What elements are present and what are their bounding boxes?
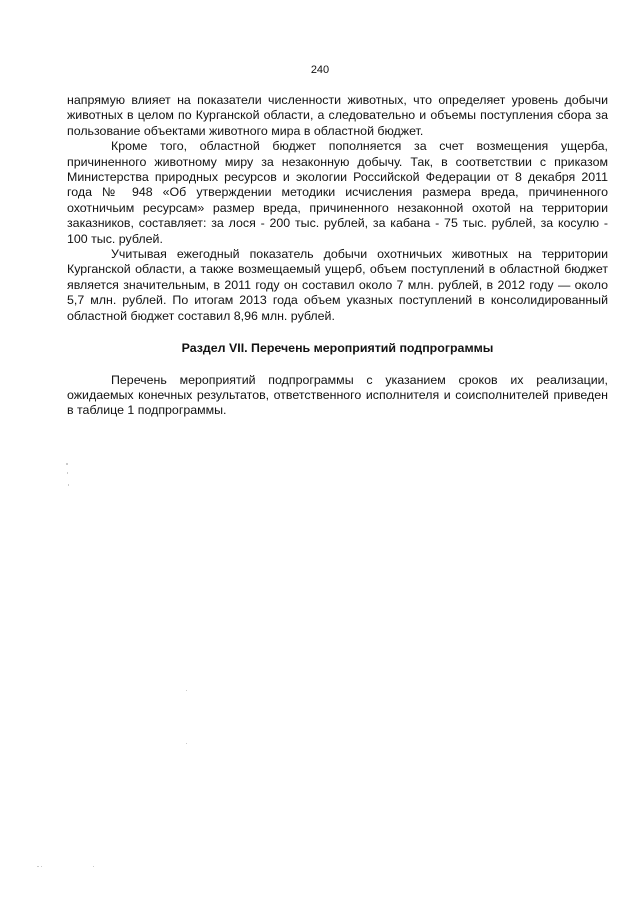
section-heading: Раздел VII. Перечень мероприятий подпрограммы <box>181 341 494 356</box>
section-paragraph: Перечень мероприятий подпрограммы с указанием сроков их реализации, ожидаемых конечных результатов, ответственного исполнителя и соисполнителей приведен в таблице 1 подпрограммы. <box>67 372 608 418</box>
scan-speck <box>37 866 39 867</box>
paragraph-budget-damage: Кроме того, областной бюджет пополняется за счет возмещения ущерба, причиненного животному миру за незаконную добычу. Так, в соответствии с приказом Министерства природных ресурсов и экологии Российской Федерации от 8 декабря 2011 года № 948 «Об утверждении методики исчисления размера вреда, причиненного охотничьим ресурсам» размер вреда, причиненного незаконной охотой на территории заказников, составляет: за лося - 200 тыс. рублей, за кабана - 75 тыс. рублей, за косулю - 100 тыс. рублей. <box>67 139 608 246</box>
paragraph-continuation: напрямую влияет на показатели численности животных, что определяет уровень добычи животных в целом по Курганской области, а следовательно и объемы поступления сбора за пользование объектами животного мира в областной бюджет. <box>67 93 608 138</box>
scan-speck <box>67 472 68 474</box>
scan-speck <box>41 866 42 867</box>
scan-speck <box>66 463 68 465</box>
scan-speck <box>186 743 187 744</box>
scan-speck <box>186 690 187 691</box>
paragraph-revenue: Учитывая ежегодный показатель добычи охотничьих животных на территории Курганской области, а также возмещаемый ущерб, объем поступлений в областной бюджет является значительным, в 2011 году он составил около 7 млн. рублей, в 2012 году — около 5,7 млн. рублей. По итогам 2013 года объем указных поступлений в консолидированный областной бюджет составил 8,96 млн. рублей. <box>67 247 608 323</box>
page-number: 240 <box>310 64 330 76</box>
document-body <box>67 93 608 419</box>
scan-speck <box>93 866 94 867</box>
scan-speck <box>68 484 69 486</box>
